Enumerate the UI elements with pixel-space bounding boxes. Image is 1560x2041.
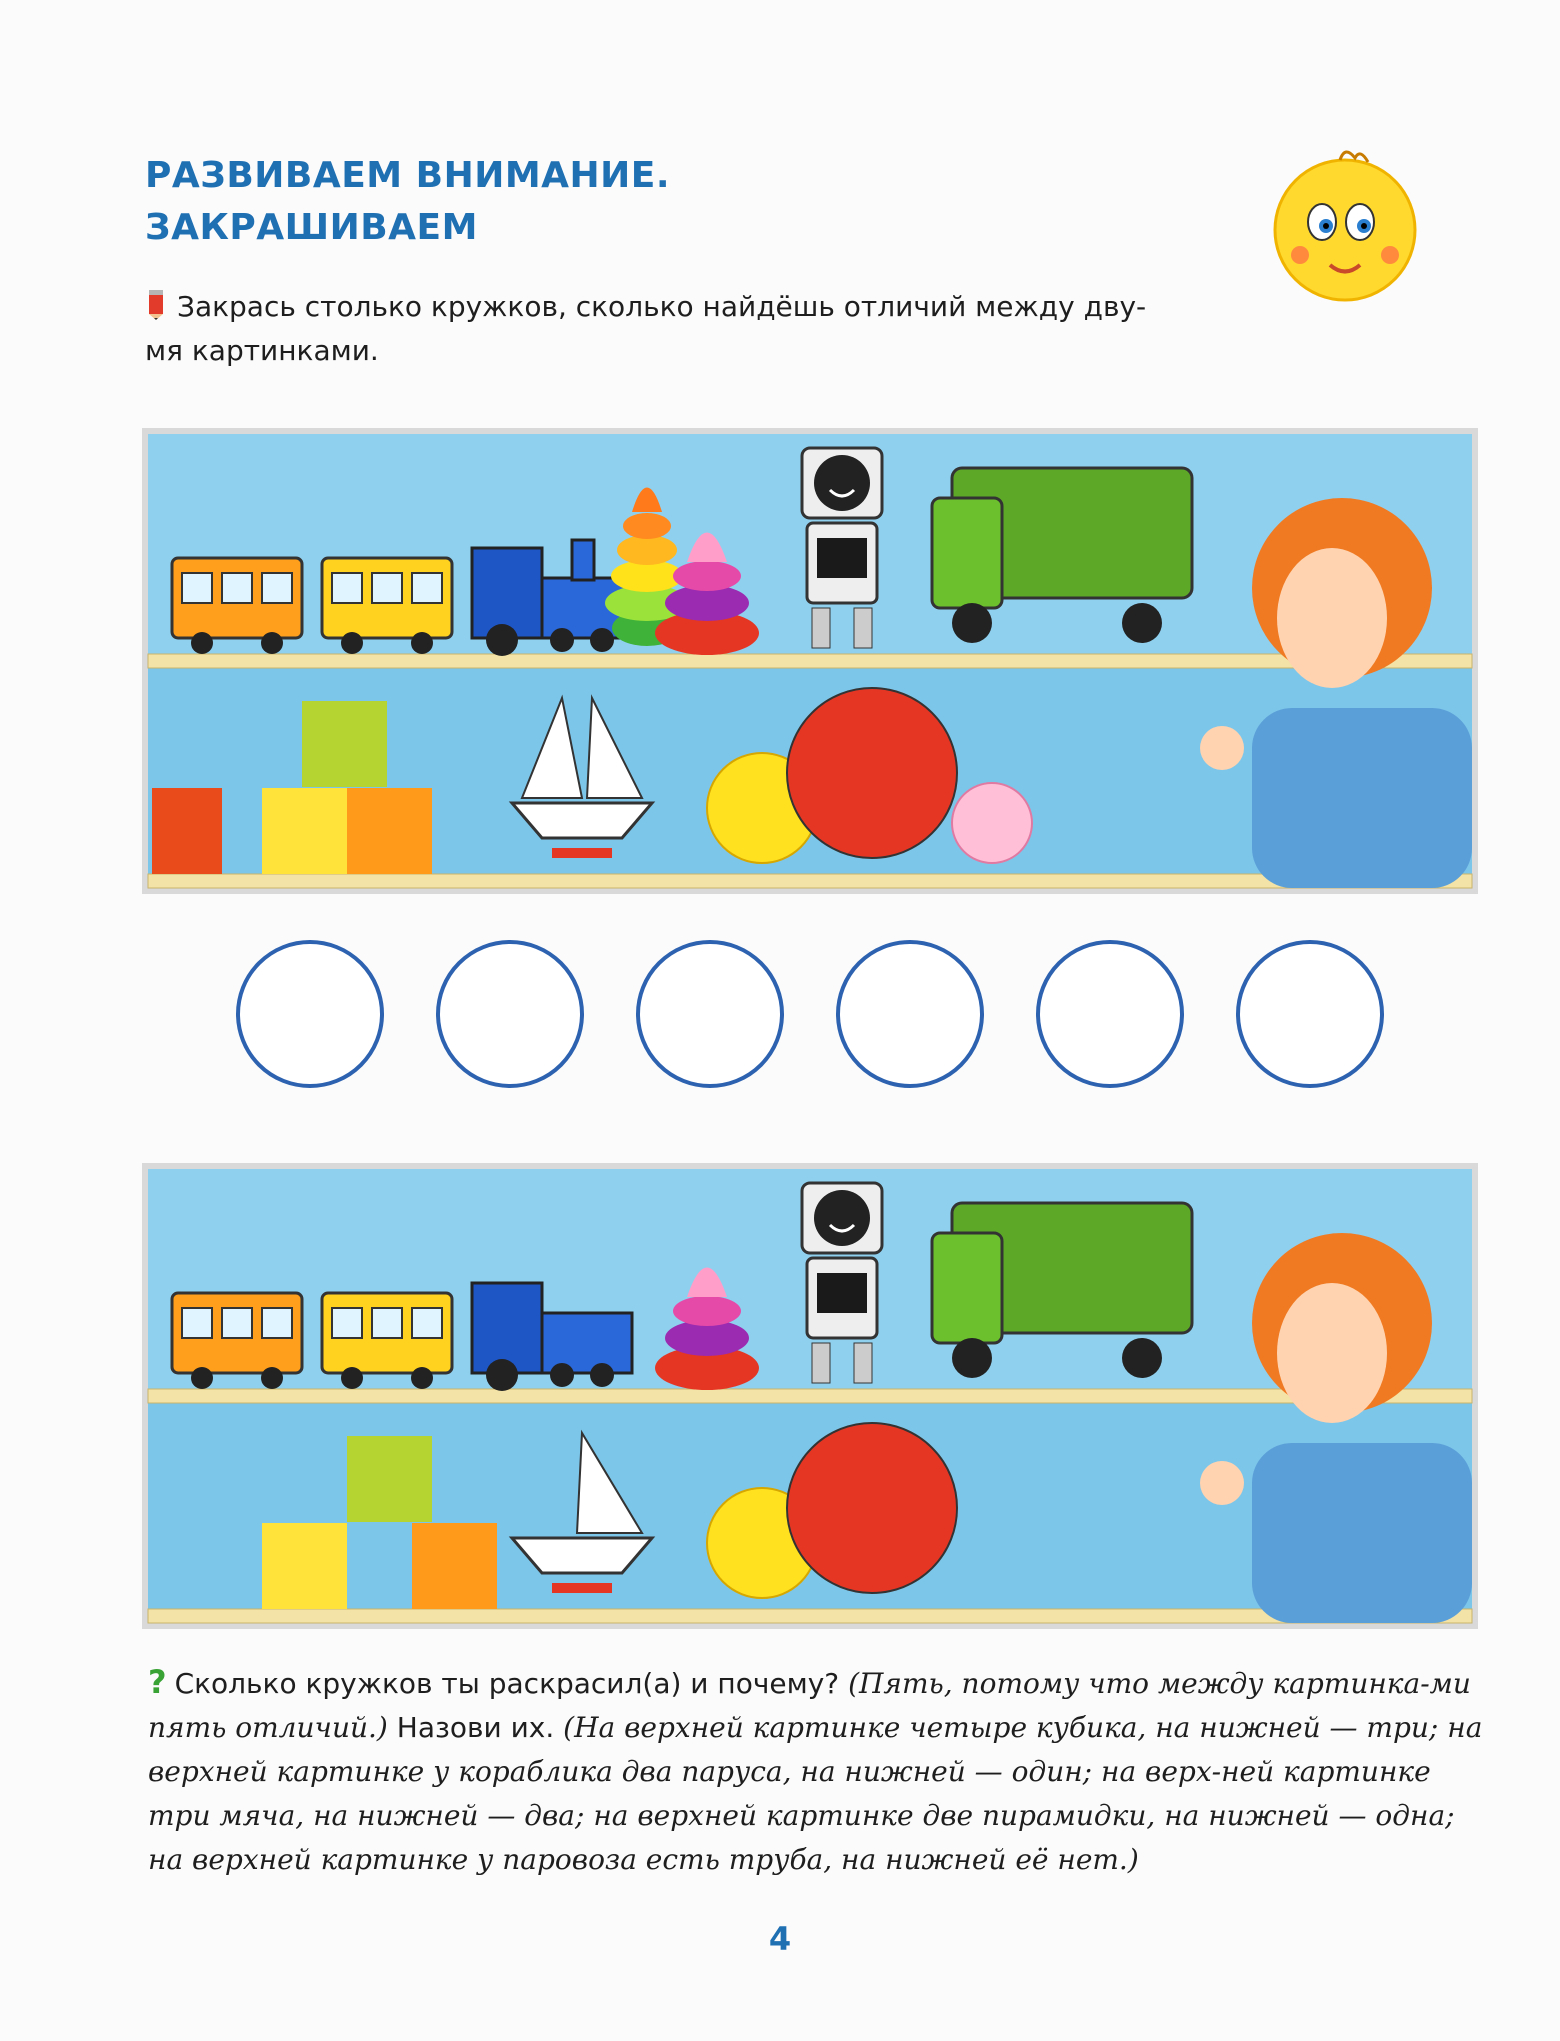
shelf-top <box>148 654 1472 668</box>
question-mark-icon: ? <box>148 1663 167 1701</box>
question-1: Сколько кружков ты раскрасил(а) и почему? <box>174 1667 840 1700</box>
ball-pink <box>952 783 1032 863</box>
ball-striped <box>787 688 957 858</box>
page-number: 4 <box>768 1920 792 1958</box>
answer-circle-2[interactable] <box>436 940 584 1088</box>
answer-circle-6[interactable] <box>1236 940 1384 1088</box>
answer-1: (Пять, потому что между картинка-ми пять отличий.) <box>148 1667 1471 1744</box>
picture-bottom <box>142 1163 1478 1629</box>
answer-circles <box>236 940 1406 1100</box>
task-text-line-1: Закрась столько кружков, сколько найдёшь отличий между дву- <box>177 290 1147 323</box>
answer-circle-3[interactable] <box>636 940 784 1088</box>
title-line-1: РАЗВИВАЕМ ВНИМАНИЕ. <box>145 155 671 196</box>
answer-2: (На верхней картинке четыре кубика, на нижней — три; на верхней картинке у кораблика два паруса, на нижней — один; на верх-ней картинке три мяча, на нижней — два; на верхней картинке две пирамидки, на нижней — одна; на верхней картинке у паровоза есть труба, на нижней её нет.) <box>148 1711 1483 1876</box>
page-title <box>145 150 670 254</box>
answer-circle-4[interactable] <box>836 940 984 1088</box>
ball-striped <box>787 1423 957 1593</box>
answer-circle-1[interactable] <box>236 940 384 1088</box>
task-instruction <box>145 285 1465 373</box>
title-line-2: ЗАКРАШИВАЕМ <box>145 207 478 248</box>
task-text-line-2: мя картинками. <box>145 334 379 367</box>
question-2: Назови их. <box>396 1711 555 1744</box>
question-block <box>148 1660 1488 1882</box>
answer-circle-5[interactable] <box>1036 940 1184 1088</box>
shelf-top <box>148 1389 1472 1403</box>
picture-top <box>142 428 1478 894</box>
pencil-icon <box>145 288 167 320</box>
